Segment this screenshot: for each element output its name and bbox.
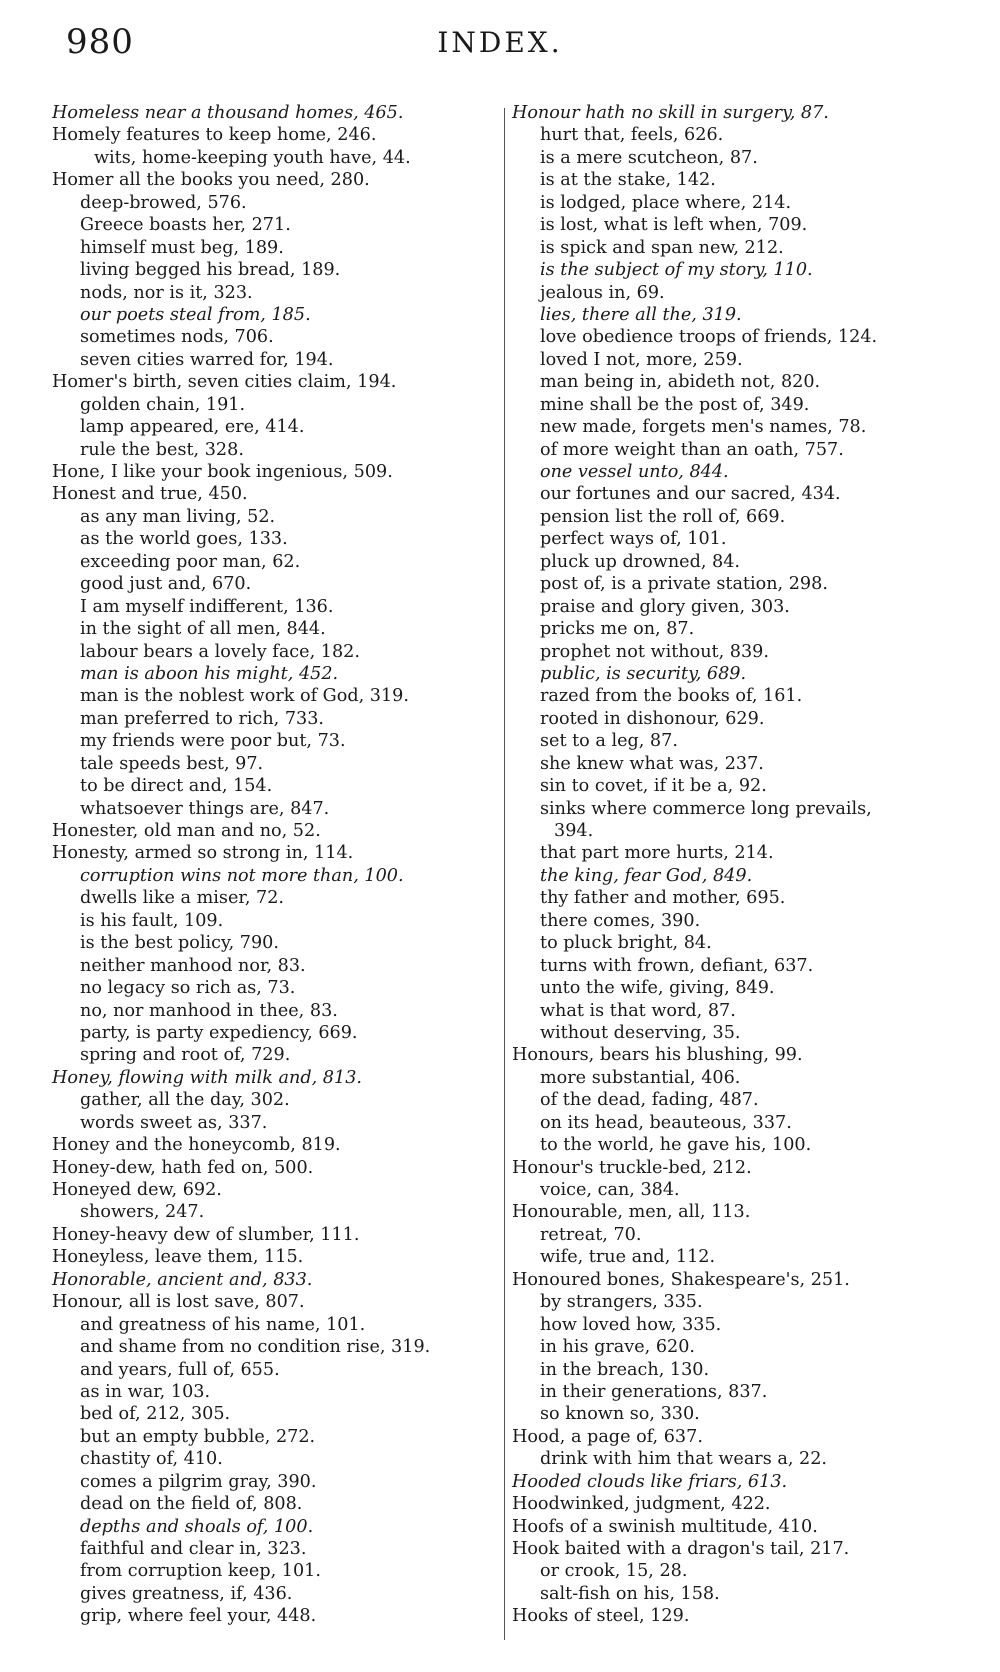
index-subentry: I am myself indifferent, 136. — [80, 596, 334, 617]
index-entry: Honours, bears his blushing, 99. — [512, 1045, 803, 1066]
index-subentry: thy father and mother, 695. — [540, 888, 786, 909]
index-subentry: dwells like a miser, 72. — [80, 888, 285, 909]
index-subentry: loved I not, more, 259. — [540, 349, 743, 370]
index-subentry: to the world, he gave his, 100. — [540, 1135, 812, 1156]
index-entry: Hoofs of a swinish multitude, 410. — [512, 1516, 818, 1537]
index-subentry: faithful and clear in, 323. — [80, 1539, 307, 1559]
index-subentry: exceeding poor man, 62. — [80, 551, 301, 572]
index-subentry: good just and, 670. — [80, 574, 252, 595]
index-subentry: and shame from no condition rise, 319. — [80, 1337, 431, 1358]
index-subentry: pluck up drowned, 84. — [540, 551, 741, 572]
index-subentry: so known so, 330. — [540, 1404, 700, 1425]
page-title: INDEX. — [437, 26, 563, 59]
index-entry: Honesty, armed so strong in, 114. — [52, 843, 354, 864]
index-subentry: no legacy so rich as, 73. — [80, 978, 296, 999]
index-subentry: spring and root of, 729. — [80, 1045, 291, 1066]
index-subentry: depths and shoals of, 100. — [80, 1516, 314, 1537]
index-subentry: lamp appeared, ere, 414. — [80, 417, 305, 438]
index-subentry: that part more hurts, 214. — [540, 843, 774, 864]
index-subentry: mine shall be the post of, 349. — [540, 394, 810, 415]
index-subentry: is spick and span new, 212. — [540, 237, 784, 258]
index-entry: Honorable, ancient and, 833. — [52, 1269, 313, 1290]
index-subentry: love obedience troops of friends, 124. — [540, 327, 878, 348]
index-subentry: is the subject of my story, 110. — [540, 260, 813, 281]
index-subentry: she knew what was, 237. — [540, 753, 764, 774]
index-subentry: golden chain, 191. — [80, 394, 246, 415]
index-subentry: is the best policy, 790. — [80, 933, 279, 954]
index-subentry: from corruption keep, 101. — [80, 1561, 321, 1582]
index-subentry: to pluck bright, 84. — [540, 933, 712, 954]
index-subentry: rule the best, 328. — [80, 439, 244, 460]
index-subentry: set to a leg, 87. — [540, 731, 678, 752]
index-subentry: tale speeds best, 97. — [80, 753, 264, 774]
index-entry: Honey and the honeycomb, 819. — [52, 1135, 341, 1156]
index-subentry: words sweet as, 337. — [80, 1112, 268, 1133]
index-subentry: himself must beg, 189. — [80, 237, 284, 258]
index-subentry: is lost, what is left when, 709. — [540, 215, 808, 236]
index-subentry: jealous in, 69. — [540, 282, 665, 303]
index-entry: Hood, a page of, 637. — [512, 1426, 703, 1447]
index-subentry: drink with him that wears a, 22. — [540, 1449, 827, 1470]
index-entry: Honester, old man and no, 52. — [52, 821, 321, 841]
index-entry: Honourable, men, all, 113. — [512, 1202, 751, 1223]
index-subentry: one vessel unto, 844. — [540, 462, 729, 482]
index-entry: Homer all the books you need, 280. — [52, 170, 370, 191]
index-subentry: as the world goes, 133. — [80, 529, 288, 550]
index-subentry: lies, there all the, 319. — [540, 304, 742, 325]
index-subentry: sin to covet, if it be a, 92. — [540, 776, 767, 797]
index-subentry: new made, forgets men's names, 78. — [540, 417, 867, 438]
index-subentry: of more weight than an oath, 757. — [540, 439, 844, 460]
index-subentry: comes a pilgrim gray, 390. — [80, 1471, 317, 1492]
index-entry: Honoured bones, Shakespeare's, 251. — [512, 1269, 850, 1290]
index-subentry: in his grave, 620. — [540, 1337, 696, 1358]
index-subentry: in the breach, 130. — [540, 1359, 710, 1380]
index-subentry: grip, where feel your, 448. — [80, 1606, 317, 1627]
index-subentry: my friends were poor but, 73. — [80, 731, 346, 752]
index-subentry: gather, all the day, 302. — [80, 1090, 290, 1111]
index-entry: Honour's truckle-bed, 212. — [512, 1157, 752, 1178]
index-entry: Honey-heavy dew of slumber, 111. — [52, 1224, 360, 1245]
index-entry: Honeyed dew, 692. — [52, 1180, 222, 1200]
index-subentry: pension list the roll of, 669. — [540, 506, 786, 527]
index-subentry: gives greatness, if, 436. — [80, 1583, 293, 1604]
index-subentry: is his fault, 109. — [80, 910, 224, 931]
index-subentry: salt-fish on his, 158. — [540, 1583, 720, 1604]
index-subentry: sometimes nods, 706. — [80, 327, 274, 348]
index-subentry: and greatness of his name, 101. — [80, 1314, 366, 1335]
index-subentry: corruption wins not more than, 100. — [80, 865, 404, 886]
index-subentry: voice, can, 384. — [540, 1180, 680, 1200]
index-subentry: what is that word, 87. — [540, 1000, 736, 1021]
index-subentry: and years, full of, 655. — [80, 1359, 280, 1380]
index-subentry: chastity of, 410. — [80, 1449, 223, 1470]
index-subentry: man being in, abideth not, 820. — [540, 372, 821, 393]
index-entry: Honour hath no skill in surgery, 87. — [512, 103, 829, 123]
index-subentry: the king, fear God, 849. — [540, 865, 753, 886]
index-subentry: razed from the books of, 161. — [540, 686, 803, 707]
index-subentry: rooted in dishonour, 629. — [540, 708, 765, 729]
index-subentry: to be direct and, 154. — [80, 776, 273, 797]
index-subentry: there comes, 390. — [540, 910, 701, 931]
index-subentry: how loved how, 335. — [540, 1314, 722, 1335]
index-subentry: no, nor manhood in thee, 83. — [80, 1000, 338, 1021]
index-entry: Hooded clouds like friars, 613. — [512, 1471, 788, 1492]
index-subentry: without deserving, 35. — [540, 1022, 741, 1043]
index-entry: Hone, I like your book ingenious, 509. — [52, 462, 393, 482]
index-entry: Honey, flowing with milk and, 813. — [52, 1067, 362, 1088]
index-subentry: our fortunes and our sacred, 434. — [540, 484, 841, 505]
index-subentry: whatsoever things are, 847. — [80, 798, 330, 819]
index-column-right — [512, 102, 962, 1628]
index-subentry: more substantial, 406. — [540, 1067, 741, 1088]
index-subentry: man is aboon his might, 452. — [80, 663, 339, 684]
index-subentry: perfect ways of, 101. — [540, 529, 727, 550]
index-subentry: on its head, beauteous, 337. — [540, 1112, 792, 1133]
index-subentry: unto the wife, giving, 849. — [540, 978, 775, 999]
index-subentry: post of, is a private station, 298. — [540, 574, 828, 595]
index-subentry: or crook, 15, 28. — [540, 1561, 688, 1582]
index-subentry: wife, true and, 112. — [540, 1247, 716, 1268]
page-header — [0, 0, 1000, 80]
index-subentry: as any man living, 52. — [80, 506, 276, 527]
index-entry: Honeyless, leave them, 115. — [52, 1247, 304, 1268]
index-subentry: praise and glory given, 303. — [540, 596, 790, 617]
index-subentry: prophet not without, 839. — [540, 641, 769, 662]
index-entry: Hoodwinked, judgment, 422. — [512, 1494, 771, 1515]
index-subentry: public, is security, 689. — [540, 663, 747, 684]
index-subentry: party, is party expediency, 669. — [80, 1022, 358, 1043]
index-subentry: man is the noblest work of God, 319. — [80, 686, 409, 707]
index-subentry: labour bears a lovely face, 182. — [80, 641, 360, 662]
index-subentry: living begged his bread, 189. — [80, 260, 341, 281]
index-subentry: our poets steal from, 185. — [80, 304, 311, 325]
page-number: 980 — [66, 22, 134, 62]
index-subentry: but an empty bubble, 272. — [80, 1426, 316, 1447]
index-subentry: 394. — [554, 821, 594, 841]
index-entry: Honour, all is lost save, 807. — [52, 1292, 305, 1313]
index-entry: Homeless near a thousand homes, 465. — [52, 103, 404, 123]
index-entry: Homer's birth, seven cities claim, 194. — [52, 372, 397, 393]
index-subentry: is lodged, place where, 214. — [540, 192, 792, 213]
index-subentry: seven cities warred for, 194. — [80, 349, 334, 370]
index-subentry: turns with frown, defiant, 637. — [540, 955, 814, 976]
index-subentry: dead on the field of, 808. — [80, 1494, 303, 1515]
index-subentry: man preferred to rich, 733. — [80, 708, 325, 729]
index-column-left — [52, 102, 492, 1628]
index-subentry: pricks me on, 87. — [540, 619, 695, 640]
index-subentry: neither manhood nor, 83. — [80, 955, 306, 976]
index-subentry: of the dead, fading, 487. — [540, 1090, 759, 1111]
index-subentry: deep-browed, 576. — [80, 192, 247, 213]
index-entry: Honey-dew, hath fed on, 500. — [52, 1157, 314, 1178]
index-subentry: nods, nor is it, 323. — [80, 282, 253, 303]
index-subentry: showers, 247. — [80, 1202, 205, 1223]
index-subentry: is at the stake, 142. — [540, 170, 716, 191]
index-entry: Homely features to keep home, 246. — [52, 125, 377, 146]
index-subentry: retreat, 70. — [540, 1224, 642, 1245]
index-subentry: sinks where commerce long prevails, — [540, 798, 872, 819]
index-subentry: wits, home-keeping youth have, 44. — [94, 147, 411, 168]
index-subentry: hurt that, feels, 626. — [540, 125, 724, 146]
column-divider — [504, 108, 505, 1640]
index-subentry: in the sight of all men, 844. — [80, 619, 326, 640]
index-subentry: as in war, 103. — [80, 1381, 211, 1402]
index-entry: Hook baited with a dragon's tail, 217. — [512, 1539, 850, 1559]
index-subentry: by strangers, 335. — [540, 1292, 703, 1313]
index-entry: Hooks of steel, 129. — [512, 1606, 690, 1627]
index-subentry: Greece boasts her, 271. — [80, 215, 291, 236]
index-entry: Honest and true, 450. — [52, 484, 248, 505]
index-subentry: is a mere scutcheon, 87. — [540, 147, 758, 168]
index-subentry: in their generations, 837. — [540, 1381, 768, 1402]
index-subentry: bed of, 212, 305. — [80, 1404, 231, 1425]
